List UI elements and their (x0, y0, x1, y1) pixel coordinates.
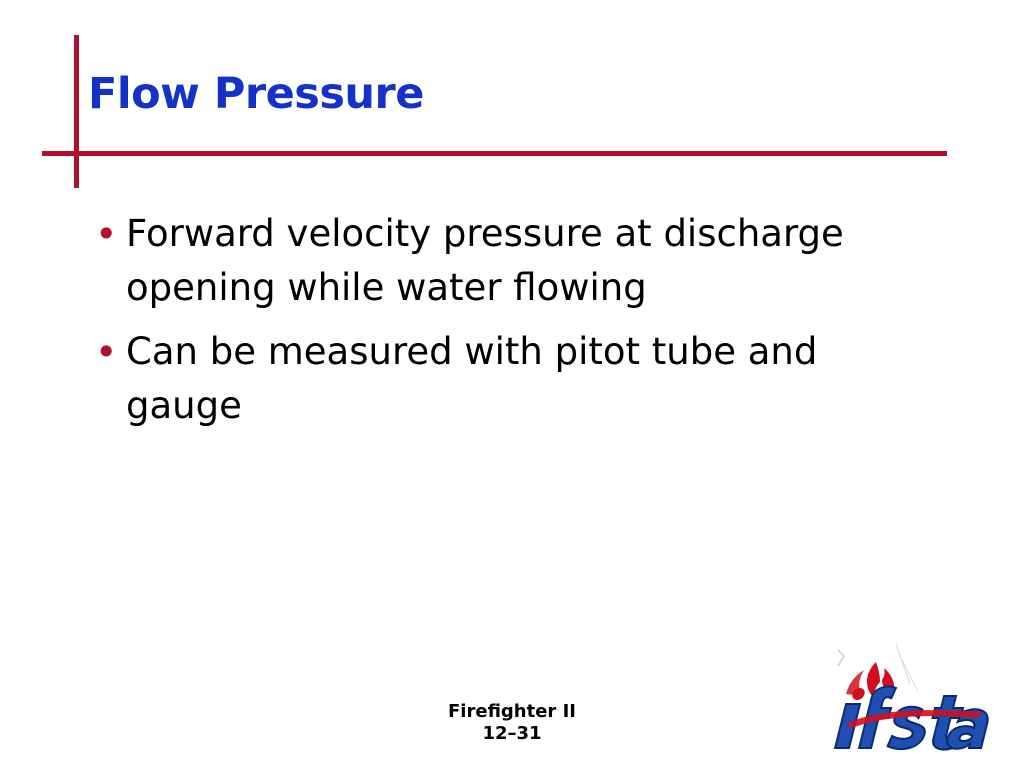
bullet-list (88, 207, 918, 443)
slide-footer (412, 701, 612, 745)
bullet-item (88, 325, 918, 433)
bullet-item (88, 207, 918, 315)
bullet-marker: • (95, 330, 118, 374)
bullet-text: Can be measured with pitot tube and gauge (126, 330, 818, 427)
slide-title: Flow Pressure (88, 69, 424, 119)
vertical-accent-line (74, 35, 79, 188)
footer-course-label: Firefighter II (448, 701, 576, 722)
horizontal-accent-line (42, 151, 947, 156)
ifsta-logo (832, 640, 1012, 760)
footer-page-number: 12–31 (482, 723, 542, 744)
bullet-marker: • (95, 212, 118, 256)
bullet-text: Forward velocity pressure at discharge opening while water flowing (126, 212, 844, 309)
